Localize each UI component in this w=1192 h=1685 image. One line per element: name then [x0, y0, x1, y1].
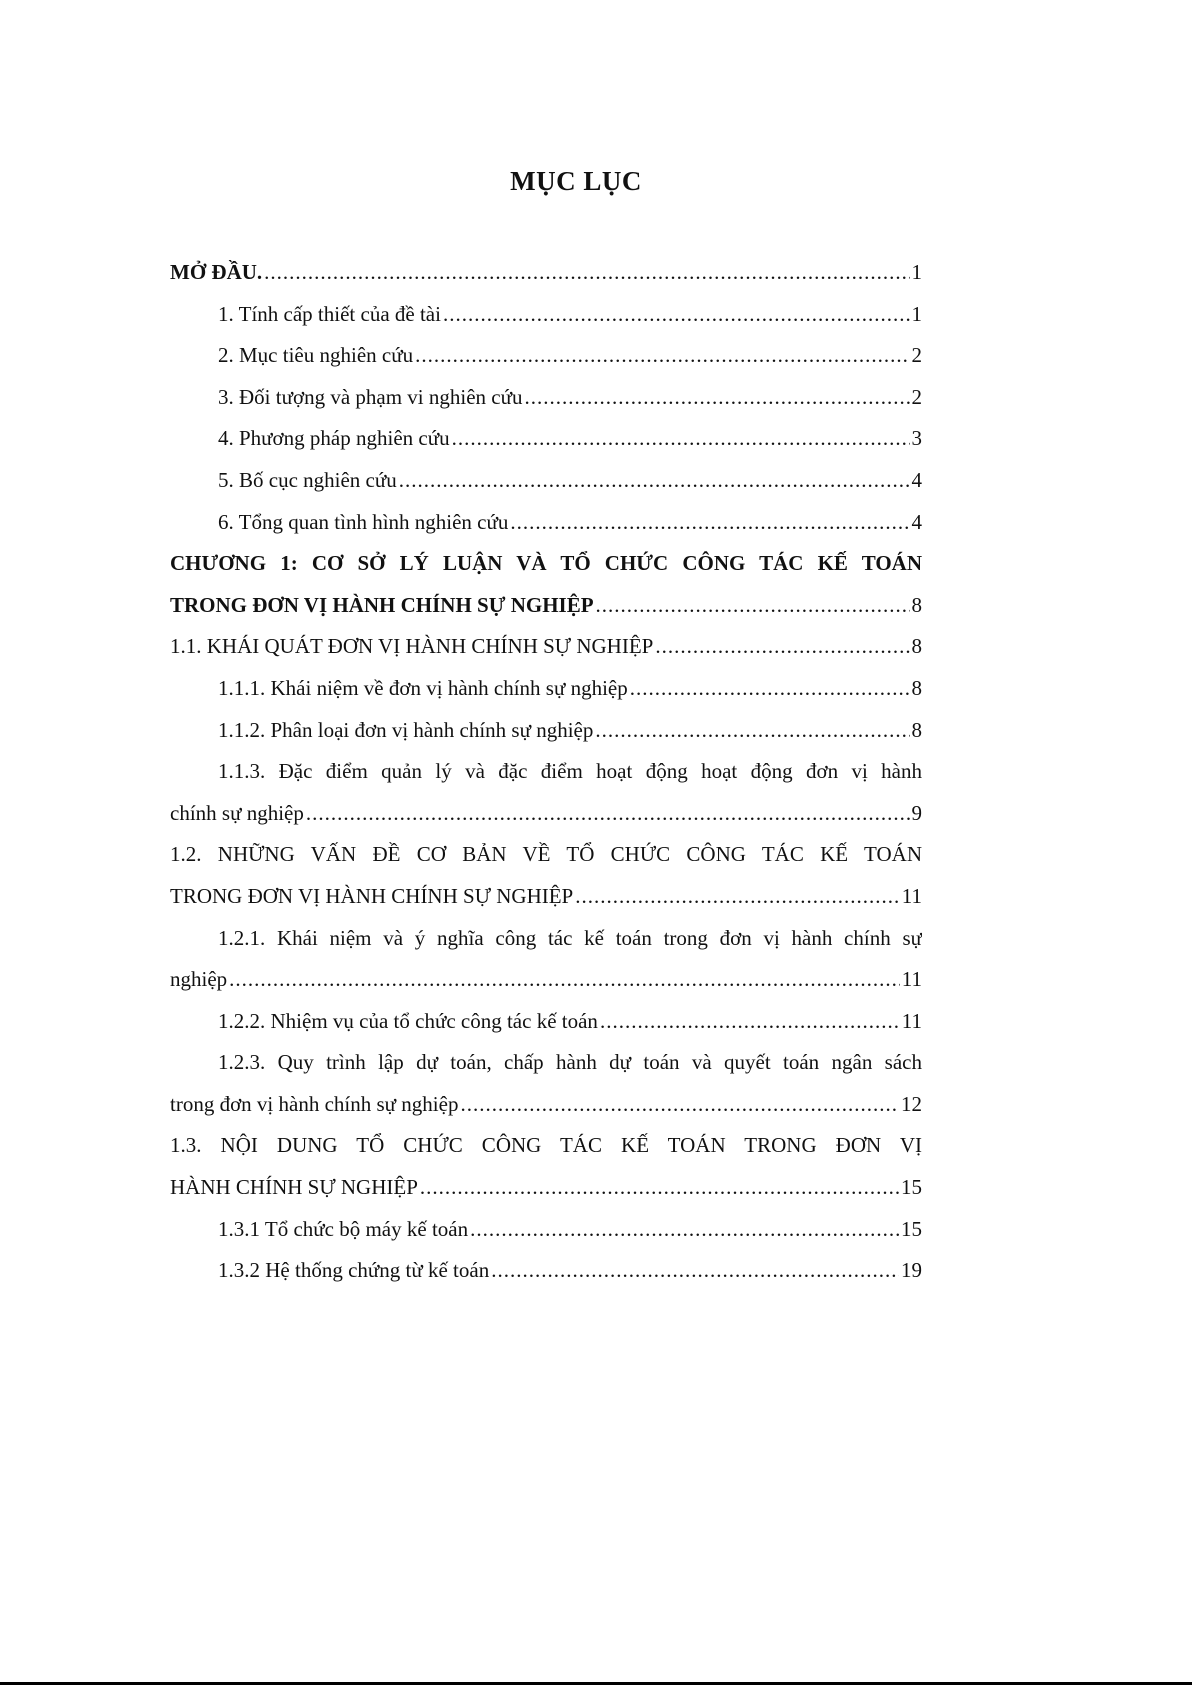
toc-entry-text: HÀNH CHÍNH SỰ NGHIỆP — [170, 1175, 418, 1200]
toc-entry-text: 3. Đối tượng và phạm vi nghiên cứu — [218, 384, 523, 409]
toc-entry — [170, 876, 922, 918]
toc-entry-text: CHƯƠNG 1: CƠ SỞ LÝ LUẬN VÀ TỔ CHỨC CÔNG TÁC KẾ TOÁN — [170, 551, 922, 576]
toc-entry — [170, 585, 922, 627]
dot-leader — [600, 1001, 900, 1043]
toc-page-number: 2 — [911, 343, 922, 368]
toc-entry-text: 1.3.1 Tổ chức bộ máy kế toán — [218, 1216, 469, 1241]
dot-leader — [452, 418, 910, 460]
toc-entry-text: 1.1.3. Đặc điểm quản lý và đặc điểm hoạt động hoạt động đơn vị hành — [218, 759, 922, 784]
toc-entry-text: MỞ ĐẦU. — [170, 260, 263, 284]
toc-page-number: 3 — [911, 426, 922, 451]
toc-page-number: 2 — [911, 384, 922, 409]
dot-leader — [575, 876, 900, 918]
toc-entry-text: 2. Mục tiêu nghiên cứu — [218, 343, 414, 368]
toc-entry — [170, 1167, 922, 1209]
toc-entry — [170, 377, 922, 419]
toc-entry-text: TRONG ĐƠN VỊ HÀNH CHÍNH SỰ NGHIỆP — [170, 883, 574, 908]
toc-entry — [170, 252, 922, 294]
toc-entry — [170, 418, 922, 460]
dot-leader — [630, 668, 910, 710]
toc-entry-text: 1.1.1. Khái niệm về đơn vị hành chính sự nghiệp — [218, 675, 628, 700]
toc-entry — [170, 502, 922, 544]
dot-leader — [595, 710, 909, 752]
dot-leader — [443, 294, 910, 336]
toc-entry-text: 1.3.2 Hệ thống chứng từ kế toán — [218, 1258, 490, 1283]
toc-entry — [170, 1001, 922, 1043]
toc-entry — [170, 1084, 922, 1126]
dot-leader — [470, 1209, 899, 1251]
dot-leader — [306, 793, 910, 835]
toc-entry-text: 1.1.2. Phân loại đơn vị hành chính sự nghiệp — [218, 717, 594, 742]
toc-entry — [170, 710, 922, 752]
toc-entry-text: nghiệp — [170, 967, 228, 992]
dot-leader — [399, 460, 910, 502]
toc-page-number: 8 — [911, 675, 922, 700]
toc-entry — [170, 959, 922, 1001]
toc-entry — [170, 626, 922, 668]
dot-leader — [264, 252, 909, 294]
toc-entry-text: trong đơn vị hành chính sự nghiệp — [170, 1091, 459, 1116]
toc-entry — [170, 668, 922, 710]
toc-entry-text: 1.2.2. Nhiệm vụ của tổ chức công tác kế toán — [218, 1008, 598, 1033]
toc-page-number: 8 — [911, 592, 922, 617]
toc-entry-text: 4. Phương pháp nghiên cứu — [218, 426, 450, 451]
toc-entry-line-first — [170, 543, 922, 585]
toc-page-number: 11 — [901, 1008, 922, 1033]
toc-entry-text: 6. Tổng quan tình hình nghiên cứu — [218, 509, 509, 534]
toc-entry-line-first — [170, 834, 922, 876]
toc-entry-text: chính sự nghiệp — [170, 800, 304, 825]
toc-entry — [170, 294, 922, 336]
toc-entry-text: 1. Tính cấp thiết của đề tài — [218, 301, 441, 326]
toc-entry-line-first — [170, 1042, 922, 1084]
toc-entry-text: 1.2.1. Khái niệm và ý nghĩa công tác kế toán trong đơn vị hành chính sự — [218, 925, 922, 950]
toc-entry-text: 1.2.3. Quy trình lập dự toán, chấp hành dự toán và quyết toán ngân sách — [218, 1050, 922, 1075]
toc-entry-text: 1.2. NHỮNG VẤN ĐỀ CƠ BẢN VỀ TỔ CHỨC CÔNG TÁC KẾ TOÁN — [170, 842, 922, 867]
dot-leader — [415, 335, 909, 377]
dot-leader — [510, 502, 909, 544]
toc-entry — [170, 335, 922, 377]
toc-page-number: 11 — [901, 967, 922, 992]
toc-page-number: 8 — [911, 634, 922, 659]
toc-page-number: 9 — [911, 800, 922, 825]
toc-entry — [170, 1250, 922, 1292]
toc-page-number: 4 — [911, 509, 922, 534]
toc-entry-line-first — [170, 918, 922, 960]
page-title: MỤC LỤC — [510, 166, 642, 196]
dot-leader — [420, 1167, 899, 1209]
toc-page-number: 1 — [911, 301, 922, 326]
toc-page-number: 11 — [901, 883, 922, 908]
toc-entry — [170, 460, 922, 502]
dot-leader — [460, 1084, 899, 1126]
toc-entry-text: 1.3. NỘI DUNG TỔ CHỨC CÔNG TÁC KẾ TOÁN TRONG ĐƠN VỊ — [170, 1133, 922, 1158]
toc-page-number: 12 — [901, 1091, 922, 1116]
toc-page-number: 4 — [911, 467, 922, 492]
dot-leader — [491, 1250, 899, 1292]
toc-page-number: 15 — [901, 1175, 922, 1200]
dot-leader — [525, 377, 910, 419]
toc-entry-text: 1.1. KHÁI QUÁT ĐƠN VỊ HÀNH CHÍNH SỰ NGHIỆP — [170, 634, 654, 659]
toc-page-number: 15 — [901, 1216, 922, 1241]
dot-leader — [229, 959, 900, 1001]
toc-entry-text: TRONG ĐƠN VỊ HÀNH CHÍNH SỰ NGHIỆP — [170, 592, 594, 617]
toc-page-number: 19 — [901, 1258, 922, 1283]
toc-entry — [170, 1209, 922, 1251]
table-of-contents — [170, 252, 922, 1292]
dot-leader — [655, 626, 909, 668]
toc-page-number: 1 — [911, 260, 922, 284]
toc-entry — [170, 793, 922, 835]
toc-entry-line-first — [170, 751, 922, 793]
toc-page-number: 8 — [911, 717, 922, 742]
toc-entry-text: 5. Bố cục nghiên cứu — [218, 467, 397, 492]
dot-leader — [596, 585, 910, 627]
toc-entry-line-first — [170, 1125, 922, 1167]
